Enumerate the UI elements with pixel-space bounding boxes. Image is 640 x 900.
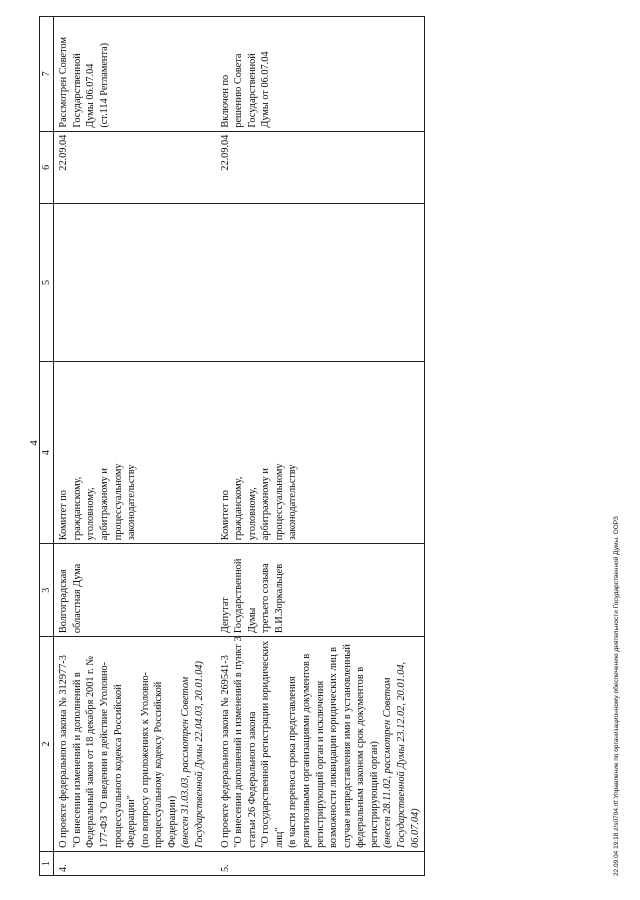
committee-line: гражданскому, bbox=[233, 476, 245, 541]
initiator-line: Волгоградская bbox=[58, 569, 70, 634]
agenda-table bbox=[39, 16, 425, 876]
status-line: Включен по bbox=[219, 74, 231, 128]
description-line: Федерации" bbox=[126, 795, 138, 848]
consideration-date: 22.09.04 bbox=[54, 131, 209, 203]
description-line: процессуального кодекса Российской bbox=[112, 684, 124, 848]
row-number: 4. bbox=[54, 851, 209, 875]
description-line: статьи 26 Федерального закона bbox=[246, 711, 258, 848]
description-line: лиц" bbox=[273, 827, 285, 848]
page-number: 4 bbox=[28, 440, 40, 446]
description-line: (в части переноса срока представления bbox=[287, 676, 299, 848]
rotated-document-page bbox=[28, 16, 620, 876]
document-footer: 22.09.04 19:18 z/s0704.rtf Управление по организационному обеспечению деятельности Государственной Думы. ООРЗ bbox=[613, 516, 620, 876]
description-line: Федерации) bbox=[166, 795, 178, 848]
description-line: (по вопросу о приложениях к Уголовно- bbox=[139, 671, 151, 848]
description-line: О проекте федерального закона № 269541-3 bbox=[219, 655, 231, 848]
description-line: федеральным законом срок документов в bbox=[355, 666, 367, 848]
initiator bbox=[54, 544, 209, 637]
submission-note-line: 06.07.04) bbox=[409, 808, 421, 848]
column-header-7: 7 bbox=[40, 17, 54, 132]
row-number: 5. bbox=[209, 851, 425, 875]
initiator-line: Думы bbox=[246, 607, 258, 634]
submission-note-line: (внесен 28.11.02, рассмотрен Советом bbox=[382, 677, 394, 848]
column-header-2: 2 bbox=[40, 637, 54, 852]
description-line: регистрирующий орган) bbox=[368, 741, 380, 848]
column-header-5: 5 bbox=[40, 204, 54, 362]
description-line: возможности ликвидации юридических лиц в bbox=[328, 646, 340, 848]
column-header-6: 6 bbox=[40, 131, 54, 203]
description-line: религиозными организациями документов в bbox=[301, 653, 313, 848]
column-5-cell bbox=[54, 204, 209, 362]
bill-description bbox=[54, 637, 209, 852]
column-header-1: 1 bbox=[40, 851, 54, 875]
responsible-committee bbox=[209, 362, 425, 544]
status-line: Государственной bbox=[246, 53, 258, 128]
table-row bbox=[54, 17, 209, 876]
initiator-line: Государственной bbox=[233, 558, 245, 634]
description-line: "О государственной регистрации юридических bbox=[260, 640, 272, 848]
status-line: Думы 06.07.04 bbox=[85, 63, 97, 128]
initiator bbox=[209, 544, 425, 637]
committee-line: уголовному, bbox=[85, 487, 97, 541]
committee-line: процессуальному bbox=[112, 463, 124, 541]
status-note bbox=[209, 17, 425, 132]
description-line: Федеральный закон от 18 декабря 2001 г. № bbox=[85, 655, 97, 848]
committee-line: гражданскому, bbox=[71, 476, 83, 541]
committee-line: процессуальному bbox=[273, 463, 285, 541]
committee-line: Комитет по bbox=[219, 490, 231, 541]
description-line: 177-ФЗ "О введении в действие Уголовно- bbox=[98, 661, 110, 848]
status-line: Думы от 06.07.04 bbox=[260, 51, 272, 128]
submission-note-line: Государственной Думы 22.04.03, 20.01.04) bbox=[193, 661, 205, 848]
description-line: случае непредставления ими в установленный bbox=[341, 644, 353, 848]
description-line: регистрирующий орган и исключения bbox=[314, 680, 326, 848]
description-line: О проекте федерального закона № 312977-3 bbox=[58, 655, 70, 848]
committee-line: арбитражному и bbox=[260, 468, 272, 541]
initiator-line: Депутат bbox=[219, 597, 231, 634]
committee-line: законодательству bbox=[287, 464, 299, 541]
table-header-row bbox=[40, 17, 54, 876]
submission-note-line: Государственной Думы 23.12.02, 20.01.04, bbox=[396, 661, 408, 848]
initiator-line: областная Дума bbox=[71, 563, 83, 634]
status-line: Рассмотрен Советом bbox=[58, 37, 70, 128]
bill-description bbox=[209, 637, 425, 852]
consideration-date: 22.09.04 bbox=[209, 131, 425, 203]
status-line: (ст.114 Регламента) bbox=[98, 42, 110, 128]
description-line: "О внесении изменений и дополнений в bbox=[71, 672, 83, 848]
column-header-4: 4 bbox=[40, 362, 54, 544]
column-header-3: 3 bbox=[40, 544, 54, 637]
status-line: Государственной bbox=[71, 53, 83, 128]
status-line: решению Совета bbox=[233, 53, 245, 128]
status-note bbox=[54, 17, 209, 132]
table-row bbox=[209, 17, 425, 876]
responsible-committee bbox=[54, 362, 209, 544]
column-5-cell bbox=[209, 204, 425, 362]
description-line: "О внесении дополнений и изменений в пункт 3 bbox=[233, 636, 245, 848]
initiator-line: В.И.Зоркальцев bbox=[273, 563, 285, 634]
submission-note-line: (внесен 31.03.03, рассмотрен Советом bbox=[180, 676, 192, 848]
description-line: процессуальному кодексу Российской bbox=[153, 681, 165, 848]
committee-line: арбитражному и bbox=[98, 468, 110, 541]
committee-line: законодательству bbox=[126, 464, 138, 541]
committee-line: уголовному, bbox=[246, 487, 258, 541]
committee-line: Комитет по bbox=[58, 490, 70, 541]
initiator-line: третьего созыва bbox=[260, 563, 272, 634]
